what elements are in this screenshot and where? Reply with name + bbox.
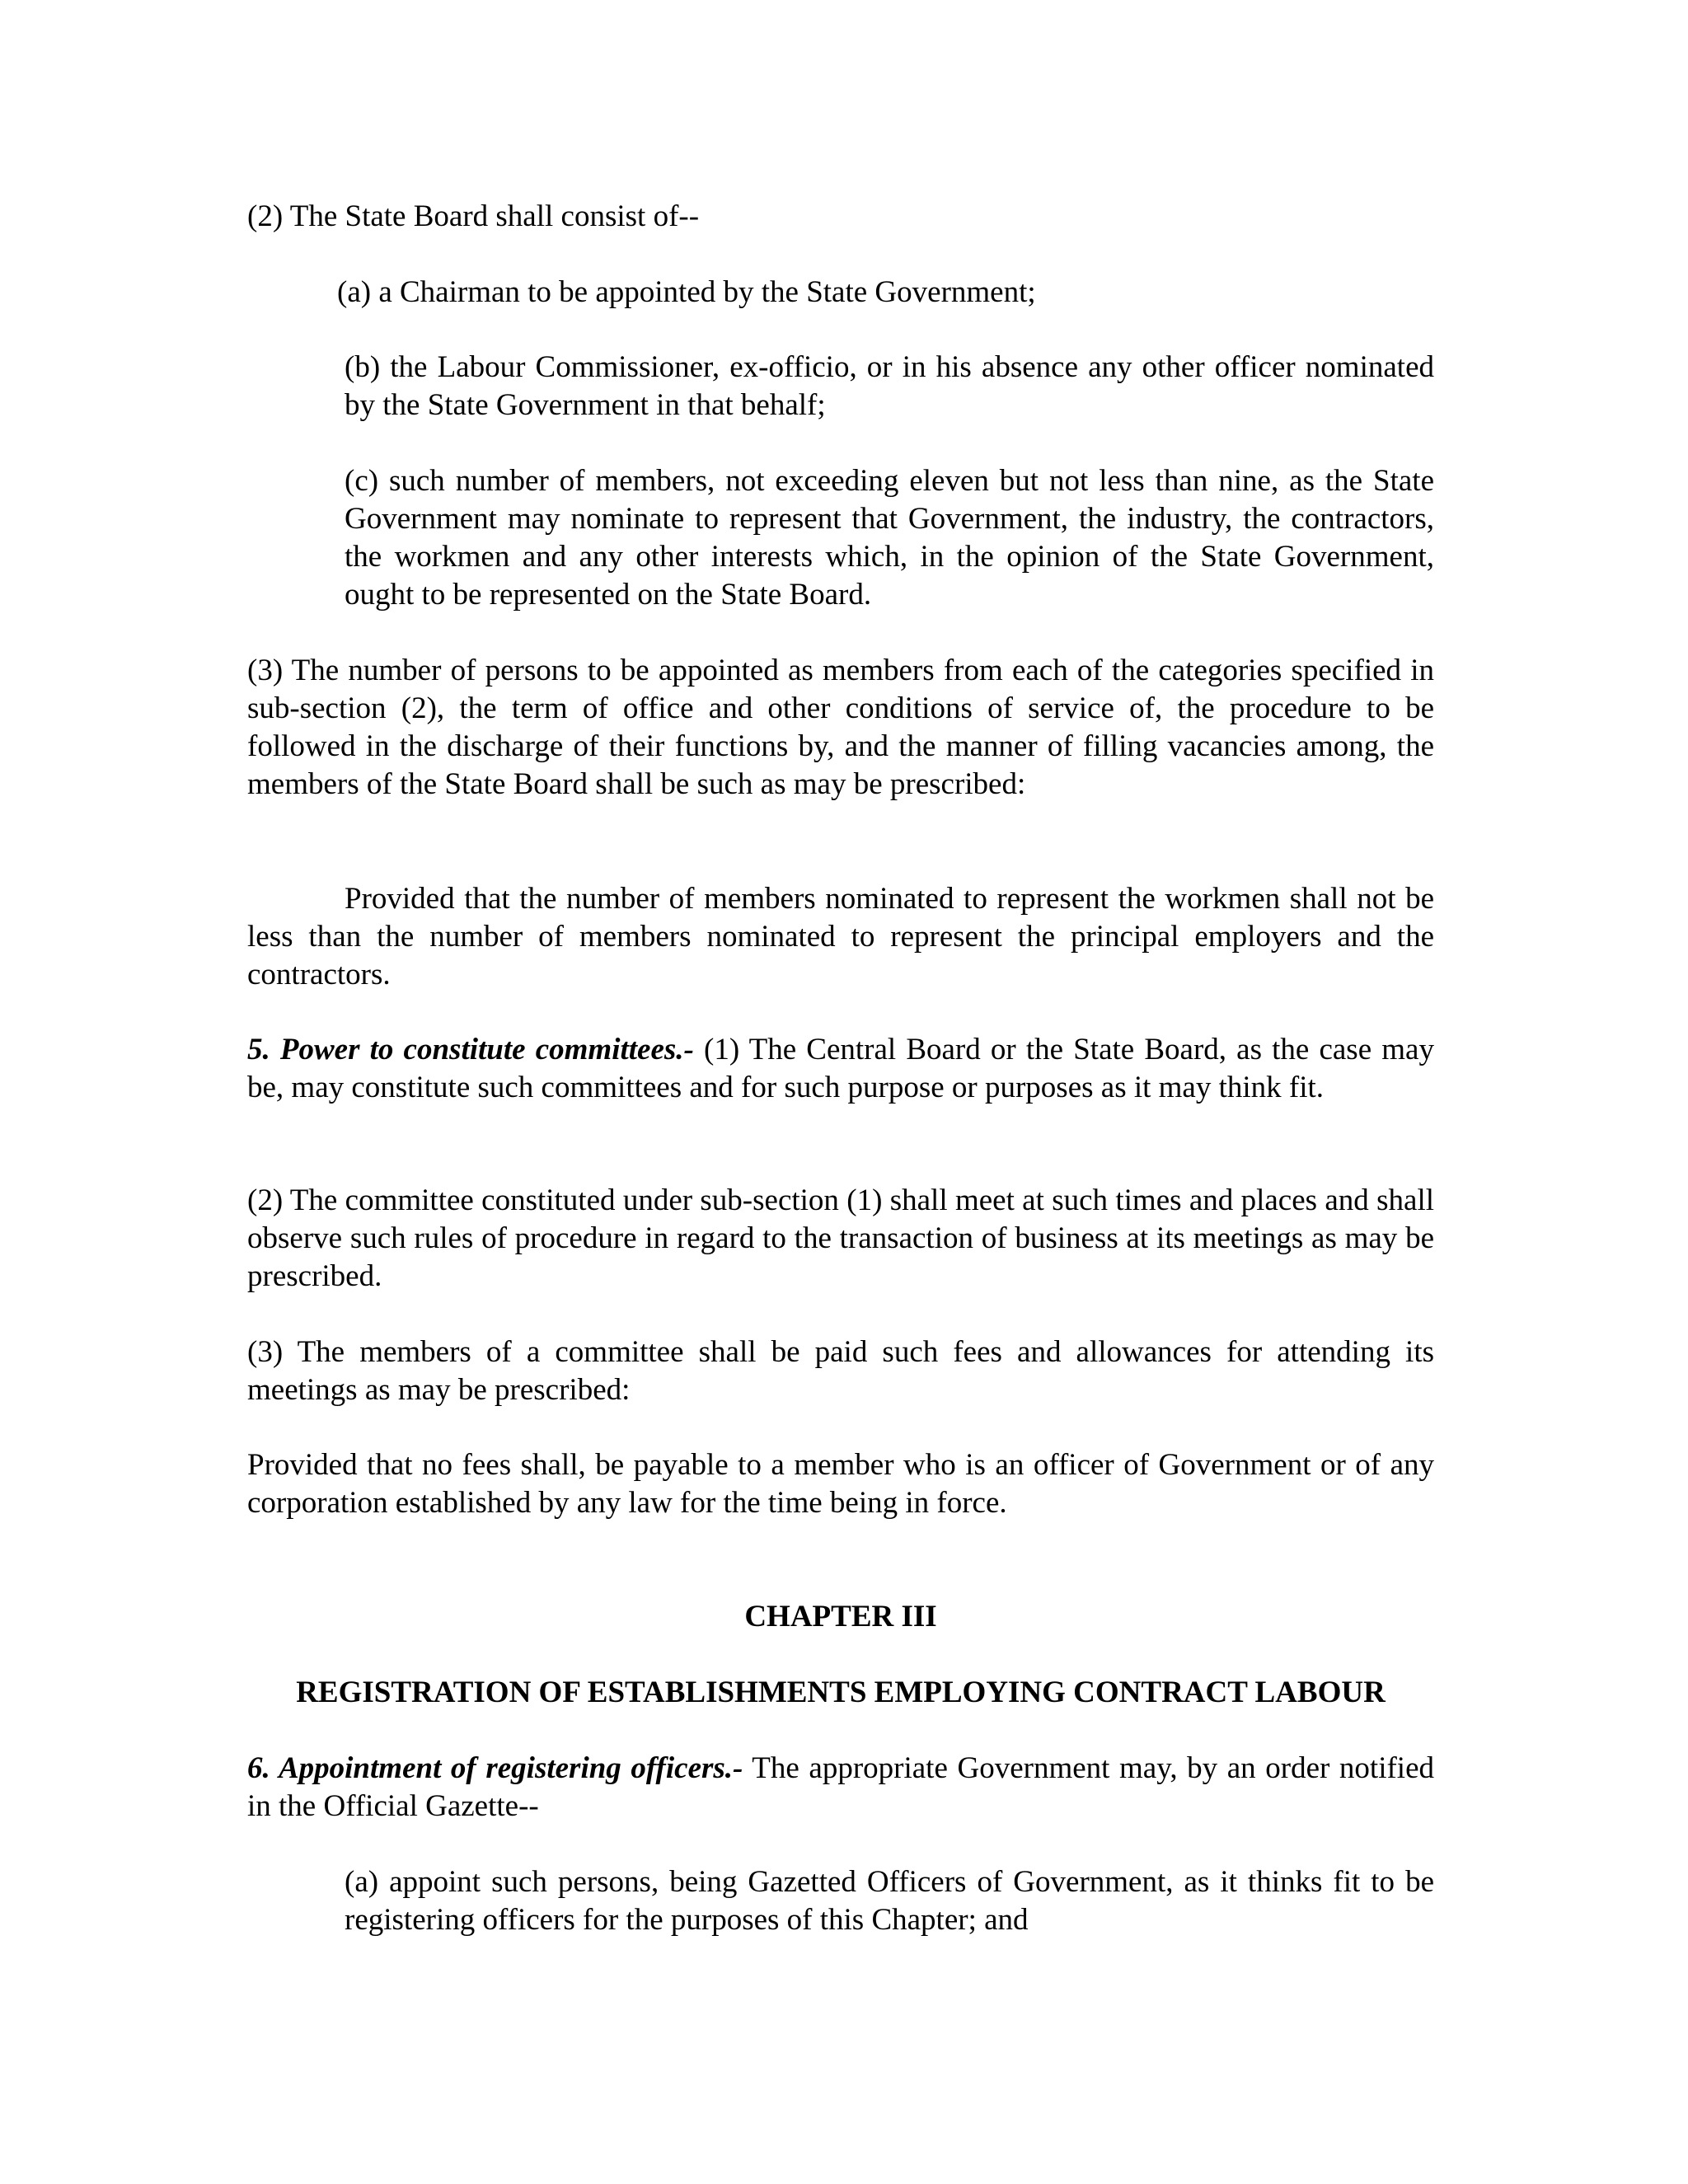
state-board-composition-intro: (2) The State Board shall consist of--: [247, 199, 700, 233]
section-6-intro-text: The appropriate Government may, by an order notified in the Official Gazette--: [247, 1751, 1435, 1823]
section-6-paragraph: [247, 1750, 1434, 1825]
section-6-clause-a: (a) appoint such persons, being Gazetted Officers of Government, as it thinks fit to be registering officers for the purposes of this Chapter; and: [345, 1865, 1434, 1937]
chapter-number: CHAPTER III: [744, 1600, 937, 1633]
section-5-sub3: (3) The members of a committee shall be paid such fees and allowances for attending its meetings as may be prescribed:: [247, 1335, 1434, 1407]
section-5-sub2: (2) The committee constituted under sub-section (1) shall meet at such times and places and shall observe such rules of procedure in regard to the transaction of business at its meetings as may be prescribed.: [247, 1183, 1434, 1293]
section-5-paragraph: [247, 1031, 1434, 1107]
section-5-sub1-text: (1) The Central Board or the State Board, as the case may be, may constitute such committees and for such purpose or purposes as it may think fit.: [247, 1033, 1434, 1104]
clause-a-chairman: (a) a Chairman to be appointed by the State Government;: [337, 275, 1036, 309]
proviso-workmen: Provided that the number of members nominated to represent the workmen shall not be less than the number of members nominated to represent the principal employers and the contractors.: [247, 882, 1434, 991]
section-5-heading: 5. Power to constitute committees.-: [247, 1033, 694, 1066]
chapter-title: REGISTRATION OF ESTABLISHMENTS EMPLOYING CONTRACT LABOUR: [296, 1675, 1386, 1709]
clause-b-labour-commissioner: (b) the Labour Commissioner, ex-officio, or in his absence any other officer nominated by the State Government in that behalf;: [345, 350, 1434, 422]
clause-c-members: (c) such number of members, not exceeding eleven but not less than nine, as the State Government may nominate to represent that Government, the industry, the contractors, the workmen and any other interests which, in the opinion of the State Government, ought to be represented on the State Board.: [345, 464, 1434, 612]
sub-section-3-members: (3) The number of persons to be appointed as members from each of the categories specified in sub-section (2), the term of office and other conditions of service of, the procedure to be followed in the discharge of their functions by, and the manner of filling vacancies among, the members of the State Board shall be such as may be prescribed:: [247, 654, 1434, 801]
section-5-proviso: Provided that no fees shall, be payable to a member who is an officer of Government or of any corporation established by any law for the time being in force.: [247, 1448, 1434, 1520]
section-6-heading: 6. Appointment of registering officers.-: [247, 1751, 743, 1785]
